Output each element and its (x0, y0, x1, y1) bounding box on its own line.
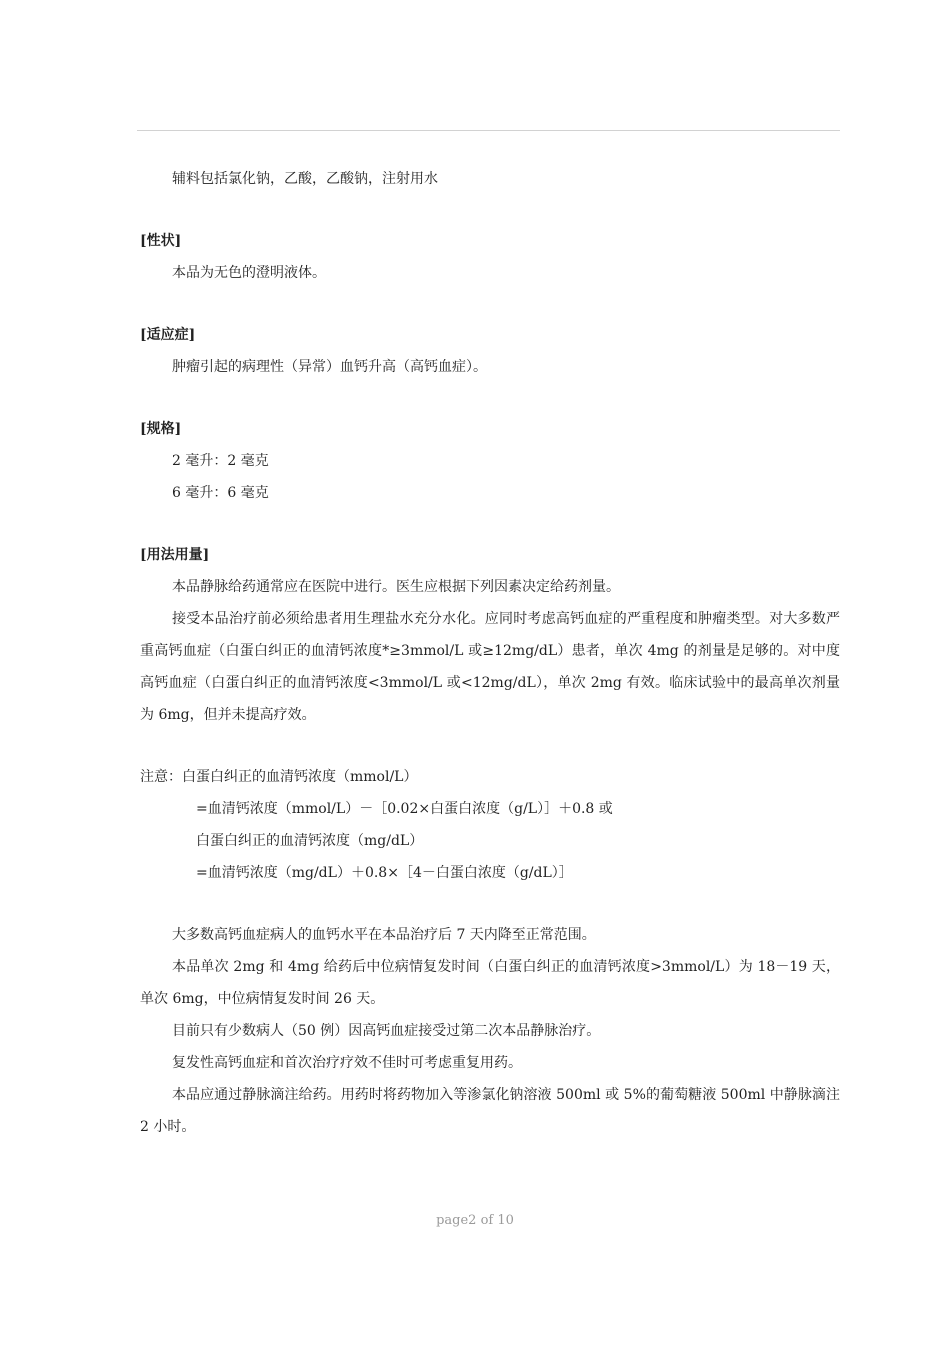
appearance-text: 本品为无色的澄明液体。 (172, 265, 326, 281)
header-rule (137, 130, 840, 131)
dosage-paragraph: 复发性高钙血症和首次治疗疗效不佳时可考虑重复用药。 (172, 1055, 522, 1071)
dosage-paragraph: 本品单次 2mg 和 4mg 给药后中位病情复发时间（白蛋白纠正的血清钙浓度>3mmol/L）为 18－19 天，单次 6mg，中位病情复发时间 26 天。 (140, 959, 840, 1007)
formula-line: =血清钙浓度（mmol/L）－［0.02×白蛋白浓度（g/L）］＋0.8 或 (196, 801, 613, 817)
dosage-paragraph: 本品静脉给药通常应在医院中进行。医生应根据下列因素决定给药剂量。 (172, 579, 620, 595)
page-number: page2 of 10 (436, 1213, 514, 1228)
dosage-paragraph: 大多数高钙血症病人的血钙水平在本品治疗后 7 天内降至正常范围。 (172, 927, 596, 943)
indications-heading: [适应症] (140, 327, 196, 343)
dosage-paragraph: 接受本品治疗前必须给患者用生理盐水充分水化。应同时考虑高钙血症的严重程度和肿瘤类型。对大多数严重高钙血症（白蛋白纠正的血清钙浓度*≥3mmol/L 或≥12mg/dL）患者，单次 4mg 的剂量是足够的。对中度高钙血症（白蛋白纠正的血清钙浓度<3mmol/L 或<12mg/dL），单次 2mg 有效。临床试验中的最高单次剂量为 6mg，但并未提高疗效。 (140, 611, 840, 723)
dosage-paragraph: 本品应通过静脉滴注给药。用药时将药物加入等渗氯化钠溶液 500ml 或 5%的葡萄糖液 500ml 中静脉滴注 2 小时。 (140, 1087, 840, 1135)
indications-text: 肿瘤引起的病理性（异常）血钙升高（高钙血症）。 (172, 359, 487, 375)
dosage-heading: [用法用量] (140, 547, 210, 563)
document-body (140, 163, 840, 1143)
formula-line: 白蛋白纠正的血清钙浓度（mg/dL） (196, 833, 424, 849)
specifications-heading: [规格] (140, 421, 182, 437)
specification-item: 6 毫升：6 毫克 (172, 485, 269, 501)
specification-item: 2 毫升：2 毫克 (172, 453, 269, 469)
formula-line: =血清钙浓度（mg/dL）＋0.8×［4－白蛋白浓度（g/dL）］ (196, 865, 573, 881)
note-label: 注意：白蛋白纠正的血清钙浓度（mmol/L） (140, 769, 418, 785)
appearance-heading: [性状] (140, 233, 182, 249)
dosage-paragraph: 目前只有少数病人（50 例）因高钙血症接受过第二次本品静脉治疗。 (172, 1023, 601, 1039)
excipients-text: 辅料包括氯化钠，乙酸，乙酸钠，注射用水 (172, 171, 438, 187)
